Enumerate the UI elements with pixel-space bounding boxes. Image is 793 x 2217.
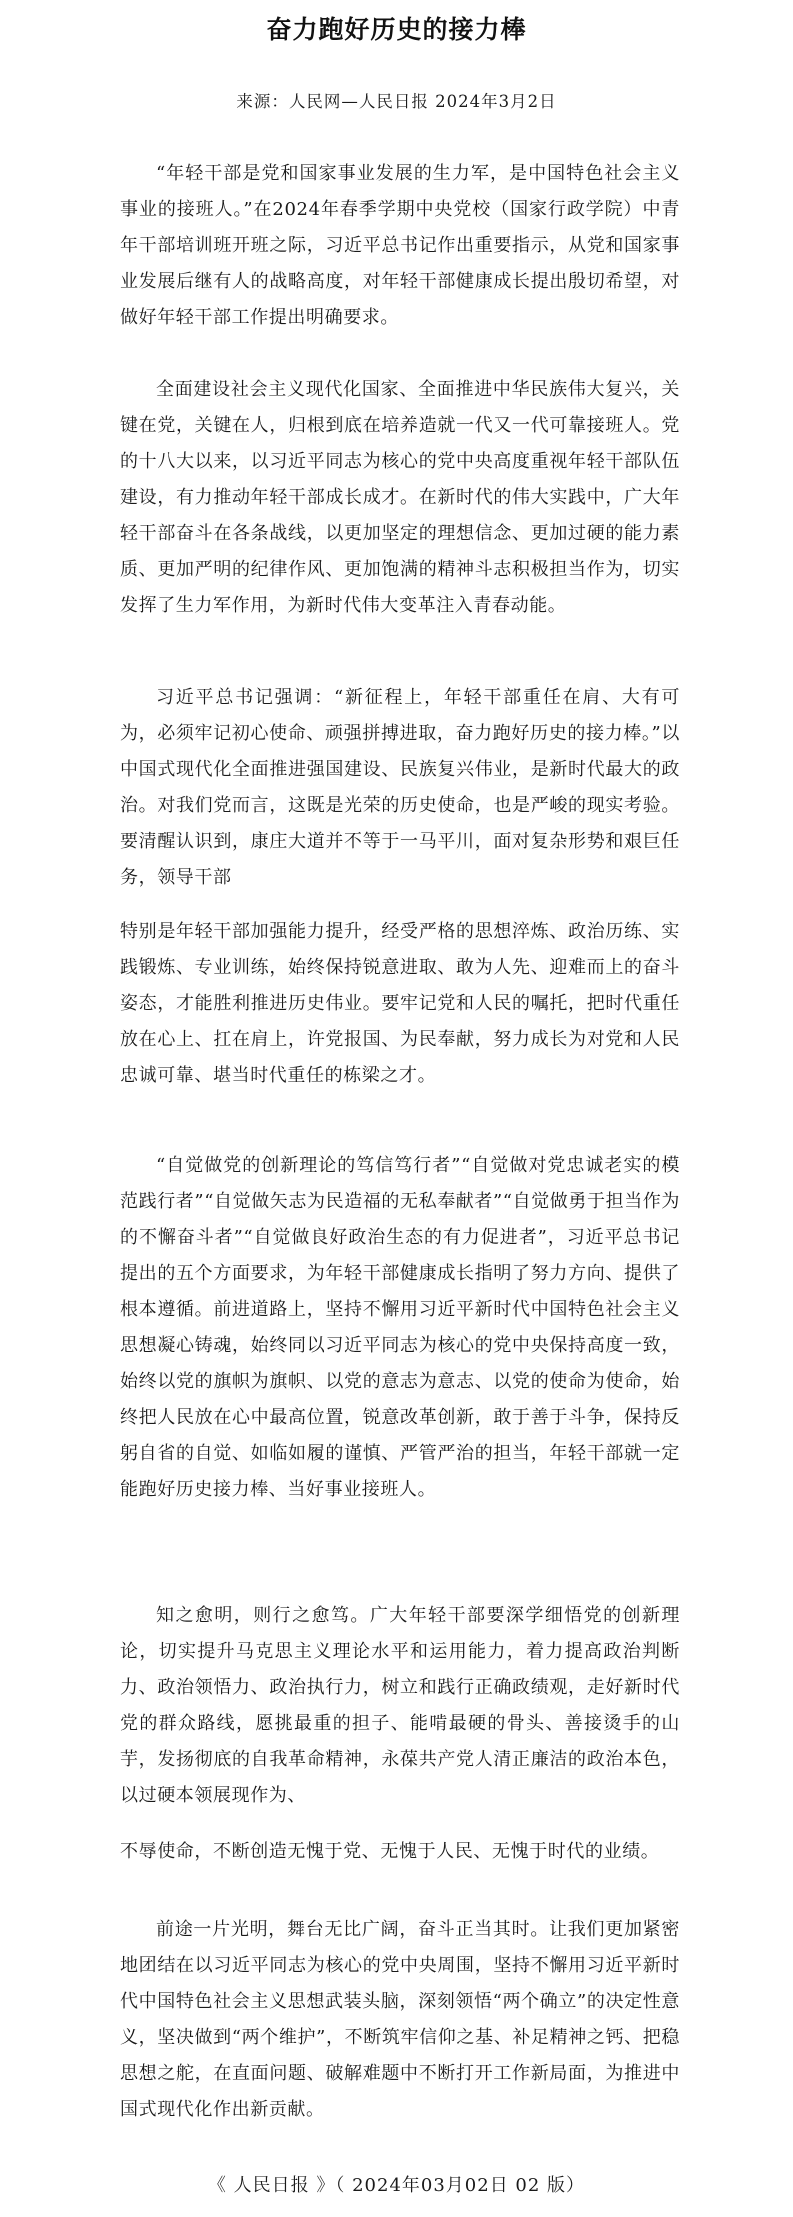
publication-footer: 《 人民日报 》（ 2024年03月02日 02 版） bbox=[207, 2175, 586, 2196]
paragraph-5-continued: 不辱使命，不断创造无愧于党、无愧于人民、无愧于时代的业绩。 bbox=[120, 1841, 660, 1862]
article-title: 奋力跑好历史的接力棒 bbox=[266, 15, 527, 44]
paragraph-1: “年轻干部是党和国家事业发展的生力军，是中国特色社会主义事业的接班人。”在2024年春季学期中央党校（国家行政学院）中青年干部培训班开班之际，习近平总书记作出重要指示，从党和国家事业发展后继有人的战略高度，对年轻干部健康成长提出殷切希望，对做好年轻干部工作提出明确要求。 bbox=[120, 163, 680, 328]
paragraph-5: 知之愈明，则行之愈笃。广大年轻干部要深学细悟党的创新理论，切实提升马克思主义理论水平和运用能力，着力提高政治判断力、政治领悟力、政治执行力，树立和践行正确政绩观，走好新时代党的群众路线，愿挑最重的担子、能啃最硬的骨头、善接烫手的山芋，发扬彻底的自我革命精神，永葆共产党人清正廉洁的政治本色，以过硬本领展现作为、 bbox=[120, 1605, 680, 1806]
article-source: 来源：人民网—人民日报 2024年3月2日 bbox=[236, 92, 557, 111]
paragraph-3-continued: 特别是年轻干部加强能力提升，经受严格的思想淬炼、政治历练、实践锻炼、专业训练，始终保持锐意进取、敢为人先、迎难而上的奋斗姿态，才能胜利推进历史伟业。要牢记党和人民的嘱托，把时代重任放在心上、扛在肩上，许党报国、为民奉献，努力成长为对党和人民忠诚可靠、堪当时代重任的栋梁之才。 bbox=[120, 921, 680, 1086]
paragraph-2: 全面建设社会主义现代化国家、全面推进中华民族伟大复兴，关键在党，关键在人，归根到底在培养造就一代又一代可靠接班人。党的十八大以来，以习近平同志为核心的党中央高度重视年轻干部队伍建设，有力推动年轻干部成长成才。在新时代的伟大实践中，广大年轻干部奋斗在各条战线，以更加坚定的理想信念、更加过硬的能力素质、更加严明的纪律作风、更加饱满的精神斗志积极担当作为，切实发挥了生力军作用，为新时代伟大变革注入青春动能。 bbox=[120, 379, 680, 616]
paragraph-3: 习近平总书记强调：“新征程上，年轻干部重任在肩、大有可为，必须牢记初心使命、顽强拼搏进取，奋力跑好历史的接力棒。”以中国式现代化全面推进强国建设、民族复兴伟业，是新时代最大的政治。对我们党而言，这既是光荣的历史使命，也是严峻的现实考验。要清醒认识到，康庄大道并不等于一马平川，面对复杂形势和艰巨任务，领导干部 bbox=[120, 687, 680, 888]
paragraph-4: “自觉做党的创新理论的笃信笃行者”“自觉做对党忠诚老实的模范践行者”“自觉做矢志为民造福的无私奉献者”“自觉做勇于担当作为的不懈奋斗者”“自觉做良好政治生态的有力促进者”，习近平总书记提出的五个方面要求，为年轻干部健康成长指明了努力方向、提供了根本遵循。前进道路上，坚持不懈用习近平新时代中国特色社会主义思想凝心铸魂，始终同以习近平同志为核心的党中央保持高度一致，始终以党的旗帜为旗帜、以党的意志为意志、以党的使命为使命，始终把人民放在心中最高位置，锐意改革创新，敢于善于斗争，保持反躬自省的自觉、如临如履的谨慎、严管严治的担当，年轻干部就一定能跑好历史接力棒、当好事业接班人。 bbox=[120, 1155, 681, 1500]
paragraph-6: 前途一片光明，舞台无比广阔，奋斗正当其时。让我们更加紧密地团结在以习近平同志为核心的党中央周围，坚持不懈用习近平新时代中国特色社会主义思想武装头脑，深刻领悟“两个确立”的决定性意义，坚决做到“两个维护”，不断筑牢信仰之基、补足精神之钙、把稳思想之舵，在直面问题、破解难题中不断打开工作新局面，为推进中国式现代化作出新贡献。 bbox=[120, 1919, 680, 2120]
